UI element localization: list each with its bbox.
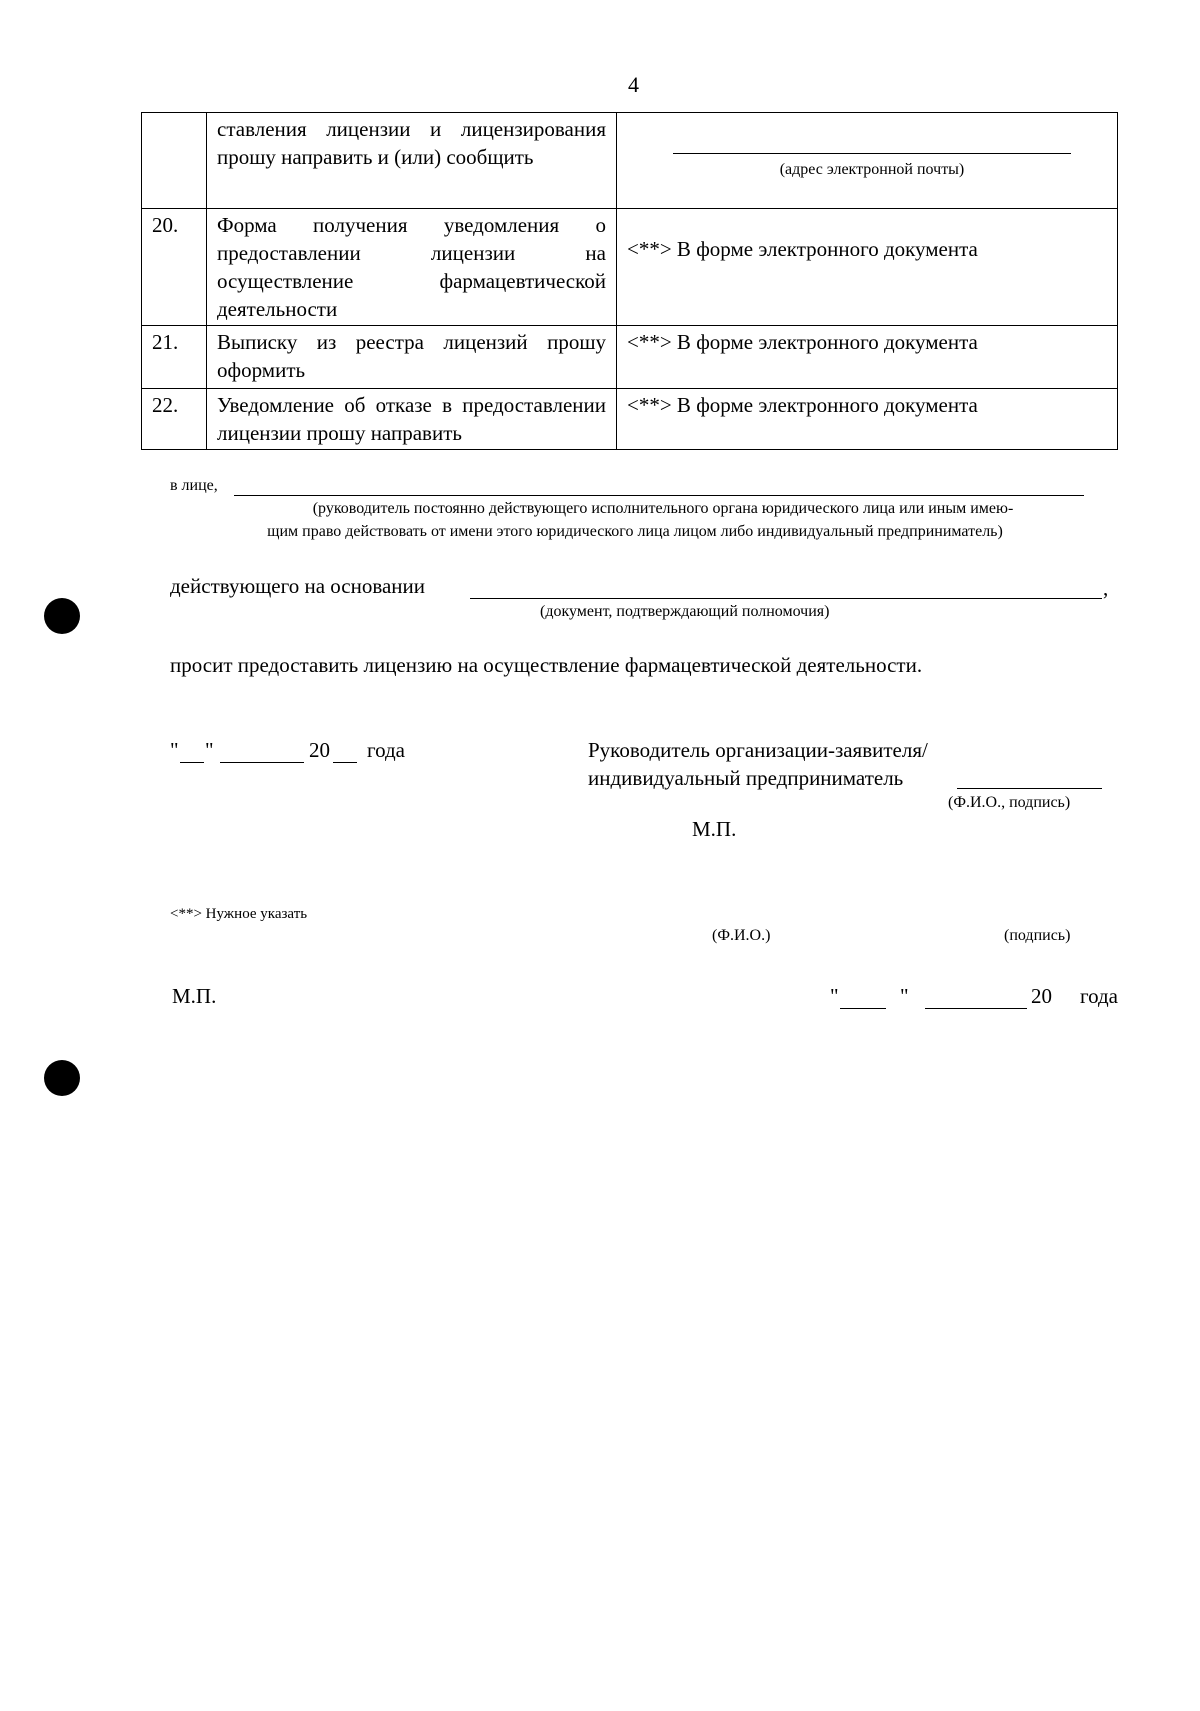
stamp-label: М.П.	[692, 817, 737, 841]
page-number: 4	[628, 72, 639, 97]
in-person-label: в лице,	[170, 477, 218, 494]
bottom-date-quote-open: "	[830, 984, 839, 1008]
table-row	[142, 209, 1118, 326]
bottom-date-quote-close: "	[900, 984, 909, 1008]
email-field-cell	[617, 113, 1118, 209]
signature-input-line[interactable]	[957, 788, 1102, 789]
date-year-suffix: года	[367, 738, 405, 762]
in-person-input-line[interactable]	[234, 495, 1084, 496]
punch-hole-mark	[44, 598, 80, 634]
punch-hole-mark	[44, 1060, 80, 1096]
table-row	[142, 389, 1118, 450]
sign-caption: (подпись)	[1004, 927, 1071, 944]
row-value: <**> В форме электронного документа	[617, 326, 1118, 389]
date-quote-close: "	[205, 738, 214, 762]
row-number: 21.	[142, 326, 207, 389]
basis-input-line[interactable]	[470, 598, 1102, 599]
row-number: 22.	[142, 389, 207, 450]
date-year-prefix: 20	[309, 738, 330, 762]
footnote: <**> Нужное указать	[170, 906, 308, 922]
date-quote-open: "	[170, 738, 179, 762]
request-text: просит предоставить лицензию на осуществление фармацевтической деятельности.	[170, 653, 923, 677]
signature-caption: (Ф.И.О., подпись)	[948, 794, 1071, 811]
date-month-line[interactable]	[220, 762, 304, 763]
table-row	[142, 113, 1118, 209]
row-value: <**> В форме электронного документа	[617, 389, 1118, 450]
signature-title-line1: Руководитель организации-заявителя/	[588, 738, 928, 762]
row-number: 20.	[142, 209, 207, 326]
date-day-line[interactable]	[180, 762, 204, 763]
row-description: Форма получения уведомления о предоставлении лицензии на осуществление фармацевтической деятельности	[207, 209, 617, 326]
in-person-caption-2: щим право действовать от имени этого юридического лица лицом либо индивидуальный предприниматель)	[267, 523, 1003, 540]
basis-label: действующего на основании	[170, 574, 426, 598]
bottom-date-month-line[interactable]	[925, 1008, 1027, 1009]
row-description: Уведомление об отказе в предоставлении лицензии прошу направить	[207, 389, 617, 450]
basis-comma: ,	[1103, 576, 1109, 600]
signature-title-line2: индивидуальный предприниматель	[588, 766, 904, 790]
row-description: ставления лицензии и лицензирования прошу направить и (или) сообщить	[207, 113, 617, 209]
email-caption: (адрес электронной почты)	[779, 161, 965, 178]
bottom-stamp-label: М.П.	[172, 984, 217, 1008]
bottom-date-year-prefix: 20	[1031, 984, 1052, 1008]
fio-caption: (Ф.И.О.)	[712, 927, 771, 944]
row-value: <**> В форме электронного документа	[617, 209, 1118, 326]
date-year-line[interactable]	[333, 762, 357, 763]
table-row	[142, 326, 1118, 389]
bottom-date-day-line[interactable]	[840, 1008, 886, 1009]
email-input-line[interactable]	[673, 153, 1071, 154]
bottom-date-year-suffix: года	[1080, 984, 1118, 1008]
row-number	[142, 113, 207, 209]
basis-caption: (документ, подтверждающий полномочия)	[540, 603, 830, 620]
application-table	[141, 112, 1118, 450]
in-person-caption-1: (руководитель постоянно действующего исполнительного органа юридического лица или иным имею-	[312, 500, 1014, 517]
row-description: Выписку из реестра лицензий прошу оформить	[207, 326, 617, 389]
